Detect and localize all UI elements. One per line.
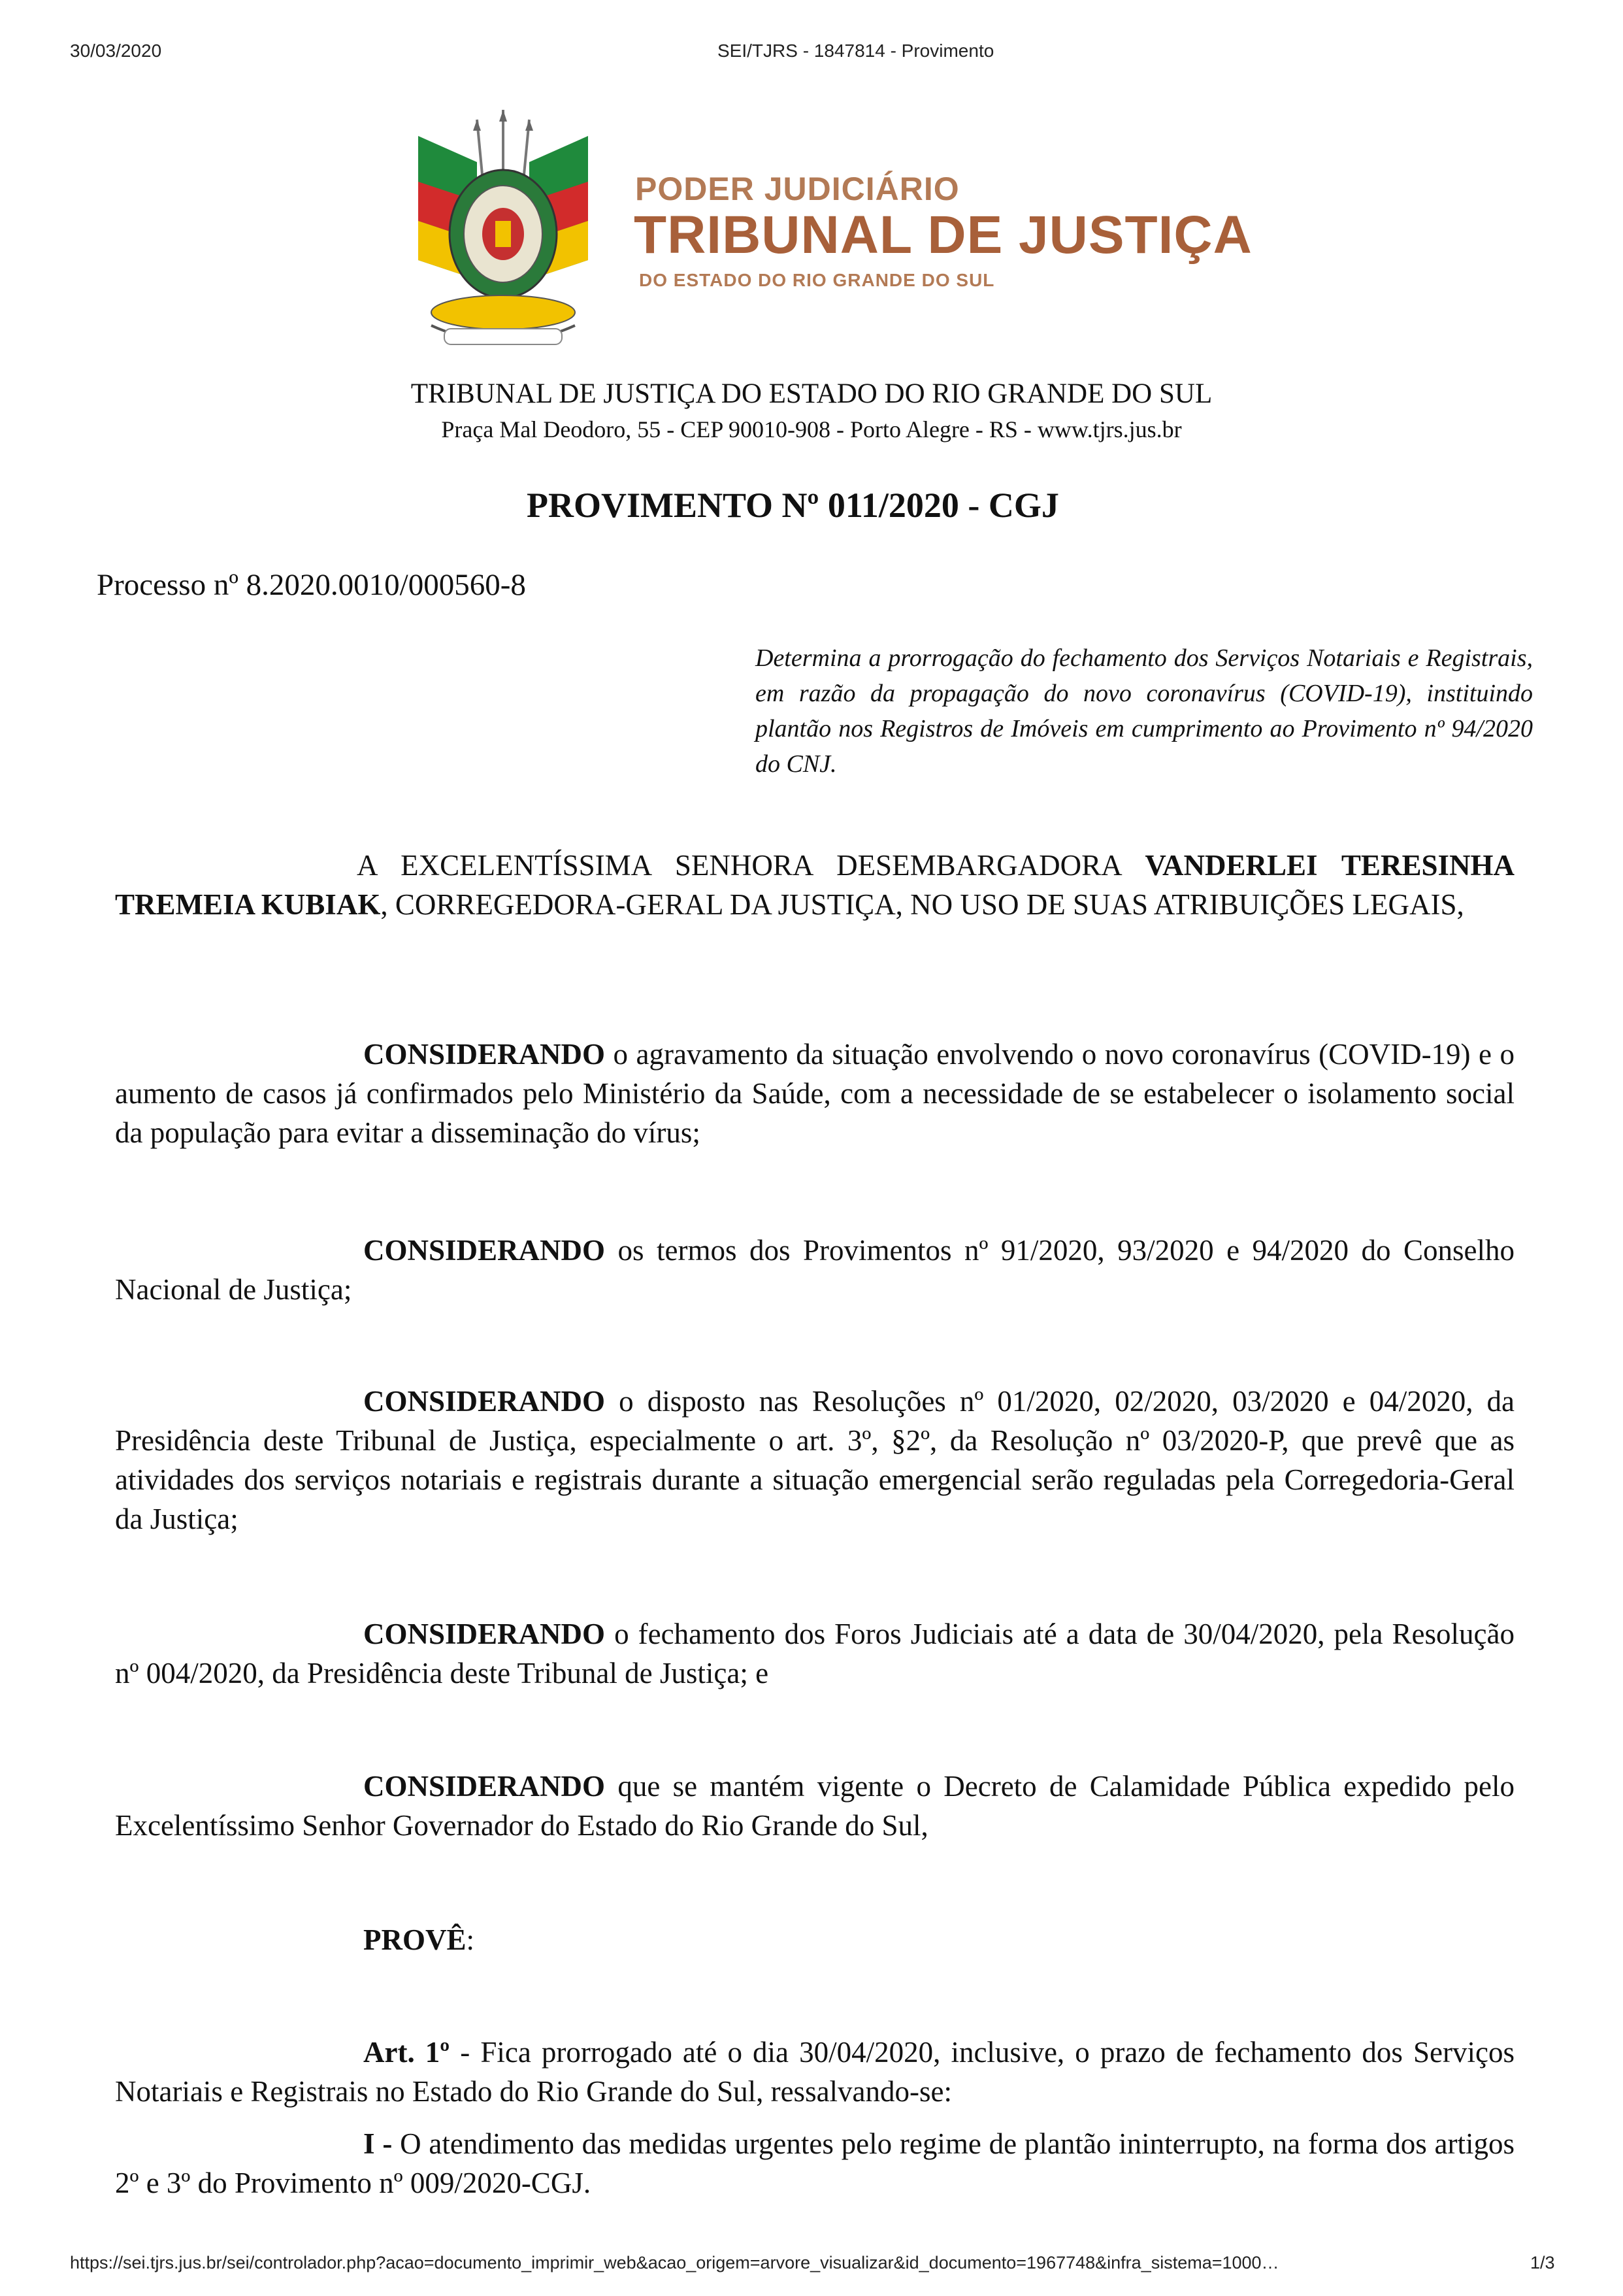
coat-of-arms-icon — [405, 110, 601, 355]
logo-line-estado: DO ESTADO DO RIO GRANDE DO SUL — [639, 270, 995, 290]
document-title: PROVIMENTO Nº 011/2020 - CGJ — [527, 486, 1059, 525]
ementa: Determina a prorrogação do fechamento dos Serviços Notariais e Registrais, em razão da propagação do novo coronavírus (COVID-19), instituindo plantão nos Registros de Imóveis em cumprimento ao Provimento nº 94/2020 do CNJ. — [755, 644, 1533, 778]
article-1-label: Art. 1º — [363, 2036, 450, 2069]
print-page-title: SEI/TJRS - 1847814 - Provimento — [717, 41, 994, 61]
considerando-paragraph — [115, 1382, 1515, 1539]
considerando-text: o disposto nas Resoluções nº 01/2020, 02/2020, 03/2020 e 04/2020, da Presidência deste Tribunal de Justiça, especialmente o art. 3º, §2º, da Resolução nº 03/2020-P, que prevê que as atividades dos serviços notariais e registrais durante a situação emergencial serão reguladas pela Corregedoria-Geral da Justiça; — [115, 1385, 1515, 1535]
desembargadora-name: VANDERLEI TERESINHA TREMEIA KUBIAK — [115, 849, 1515, 921]
considerando-paragraph — [115, 1767, 1515, 1845]
intro-post: , CORREGEDORA-GERAL DA JUSTIÇA, NO USO DE SUAS ATRIBUIÇÕES LEGAIS, — [380, 888, 1464, 921]
article-1 — [115, 2033, 1515, 2111]
considerando-label: CONSIDERANDO — [363, 1038, 606, 1071]
logo-line-poder-judiciario: PODER JUDICIÁRIO — [635, 171, 960, 207]
intro-paragraph — [115, 846, 1515, 924]
considerando-text: o agravamento da situação envolvendo o novo coronavírus (COVID-19) e o aumento de casos já confirmados pelo Ministério da Saúde, com a necessidade de se estabelecer o isolamento social da população para evitar a disseminação do vírus; — [115, 1038, 1515, 1149]
logo-line-tribunal: TRIBUNAL DE JUSTIÇA — [634, 205, 1253, 265]
article-1-text: - Fica prorrogado até o dia 30/04/2020, inclusive, o prazo de fechamento dos Serviços Notariais e Registrais no Estado do Rio Grande do Sul, ressalvando-se: — [115, 2036, 1515, 2108]
considerando-label: CONSIDERANDO — [363, 1618, 606, 1650]
inciso-1-label: I - — [363, 2127, 393, 2160]
considerando-text: os termos dos Provimentos nº 91/2020, 93/2020 e 94/2020 do Conselho Nacional de Justiça; — [115, 1234, 1515, 1306]
considerando-paragraph — [115, 1614, 1515, 1693]
org-name: TRIBUNAL DE JUSTIÇA DO ESTADO DO RIO GRANDE DO SUL — [410, 378, 1213, 409]
inciso-1-text: O atendimento das medidas urgentes pelo regime de plantão ininterrupto, na forma dos artigos 2º e 3º do Provimento nº 009/2020-CGJ. — [115, 2127, 1515, 2199]
considerando-paragraph — [115, 1231, 1515, 1309]
inciso-1 — [115, 2124, 1515, 2203]
considerando-label: CONSIDERANDO — [363, 1385, 606, 1418]
prove-label: PROVÊ — [363, 1923, 467, 1956]
considerando-label: CONSIDERANDO — [363, 1234, 606, 1267]
print-url: https://sei.tjrs.jus.br/sei/controlador.php?acao=documento_imprimir_web&acao_origem=arvore_visualizar&id_documento=1967748&infra_sistema=1000… — [70, 2253, 1279, 2272]
prove-heading — [115, 1920, 1515, 1959]
considerando-label: CONSIDERANDO — [363, 1770, 606, 1803]
print-page-number: 1/3 — [1530, 2253, 1555, 2272]
org-address: Praça Mal Deodoro, 55 - CEP 90010-908 - Porto Alegre - RS - www.tjrs.jus.br — [441, 416, 1182, 442]
considerando-text: que se mantém vigente o Decreto de Calamidade Pública expedido pelo Excelentíssimo Senhor Governador do Estado do Rio Grande do Sul, — [115, 1770, 1515, 1842]
considerando-paragraph — [115, 1035, 1515, 1152]
print-date: 30/03/2020 — [70, 41, 162, 61]
process-number: Processo nº 8.2020.0010/000560-8 — [97, 568, 526, 602]
intro-pre: A EXCELENTÍSSIMA SENHORA DESEMBARGADORA — [357, 849, 1145, 882]
prove-colon: : — [466, 1923, 475, 1956]
court-logo — [405, 110, 1253, 358]
considerando-text: o fechamento dos Foros Judiciais até a data de 30/04/2020, pela Resolução nº 004/2020, da Presidência deste Tribunal de Justiça; e — [115, 1618, 1515, 1689]
